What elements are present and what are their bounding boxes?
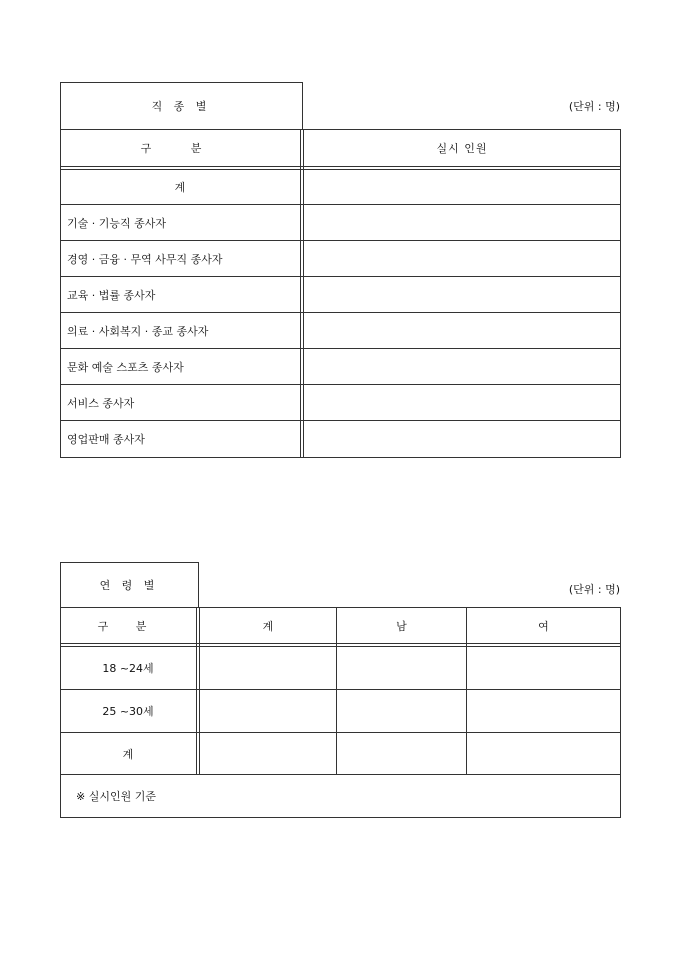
occupation-header-value: 실시 인원 [436,142,488,155]
age-row-female [467,733,620,774]
age-row-label: 25 ~30세 [102,705,154,718]
age-header-total: 계 [262,619,274,633]
age-row-female [467,690,620,732]
occupation-row-value [304,421,620,457]
age-row-label: 18 ~24세 [102,662,154,675]
age-row-total [200,690,336,732]
age-table-footnote: ※ 실시인원 기준 [76,790,156,803]
occupation-table-title: 직 종 별 [151,99,211,113]
age-row-label: 계 [122,747,134,761]
age-row-total [200,647,336,689]
occupation-row-label: 영업판매 종사자 [67,433,145,446]
age-row-male [337,690,466,732]
occupation-row-label: 계 [174,181,186,194]
occupation-row-value [304,205,620,240]
occupation-row-label: 서비스 종사자 [67,396,135,410]
occupation-header-category: 구 분 [140,142,220,155]
occupation-row-label: 기술 · 기능직 종사자 [67,216,166,230]
occupation-unit-label: (단위 : 명) [568,100,620,113]
age-row-male [337,733,466,774]
age-row-total [200,733,336,774]
occupation-row-value [304,385,620,420]
occupation-row-label: 문화 예술 스포츠 종사자 [67,360,184,374]
occupation-row-value [304,349,620,384]
age-header-category: 구 분 [97,619,159,633]
age-table-title: 연 령 별 [99,578,159,592]
occupation-row-label: 교육 · 법률 종사자 [67,288,156,302]
age-header-female: 여 [538,619,549,633]
occupation-row-value [304,241,620,276]
occupation-row-value [304,170,620,204]
occupation-row-value [304,277,620,312]
occupation-row-label: 의료 · 사회복지 · 종교 종사자 [67,324,209,338]
age-header-male: 남 [396,619,407,633]
occupation-row-value [304,313,620,348]
occupation-row-label: 경영 · 금융 · 무역 사무직 종사자 [67,252,223,266]
age-row-male [337,647,466,689]
age-unit-label: (단위 : 명) [568,583,620,596]
age-row-female [467,647,620,689]
